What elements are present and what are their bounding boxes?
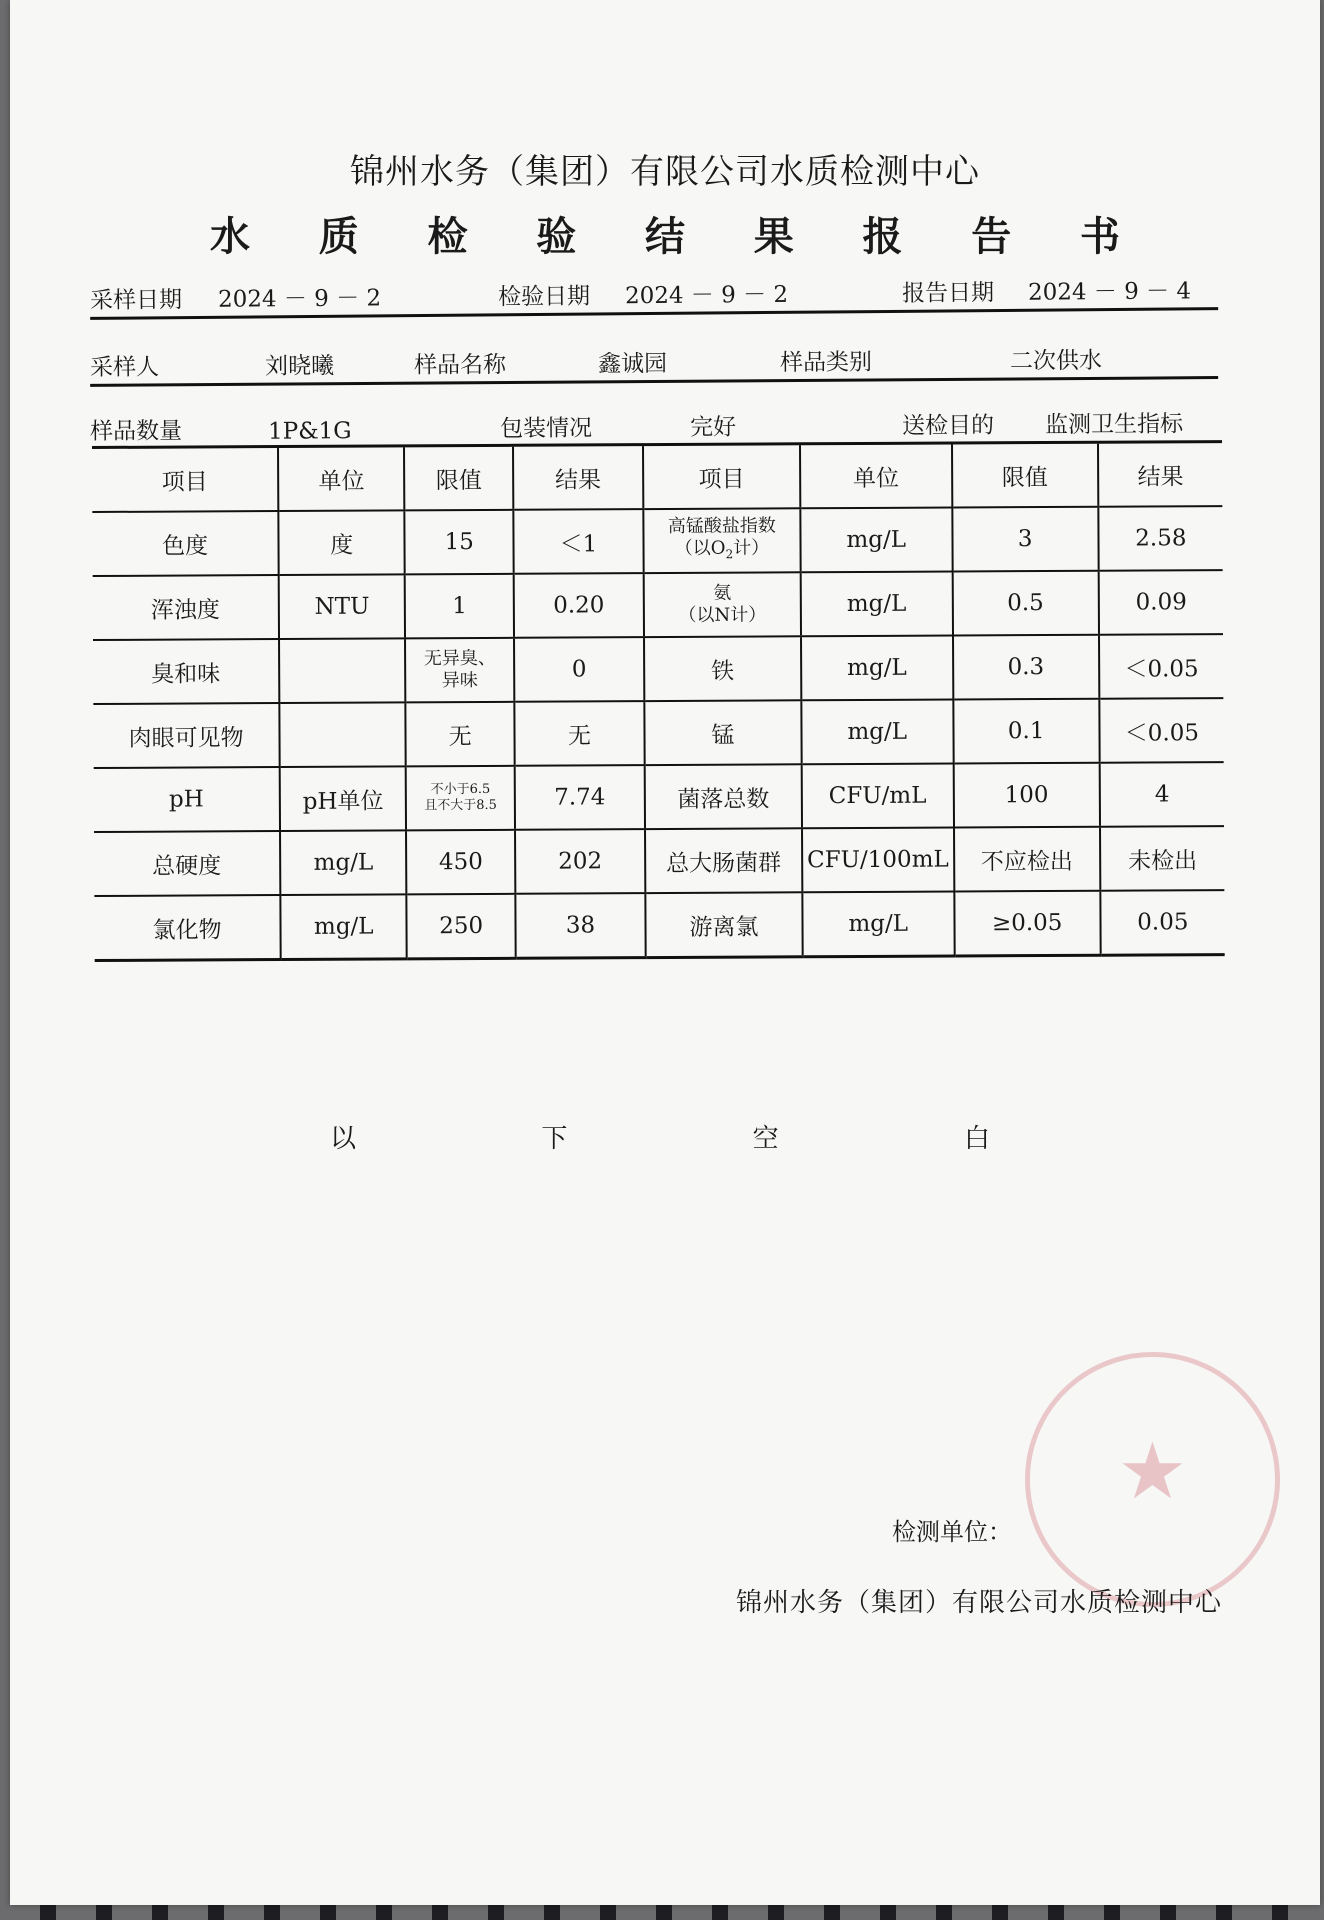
- table-row: [94, 890, 1224, 960]
- item-cell: [644, 572, 801, 637]
- sampler-value: 刘晓曦: [264, 353, 335, 380]
- column-header: 结果: [513, 445, 643, 510]
- report-title-char: 告: [971, 213, 1012, 260]
- table-row: [93, 570, 1223, 640]
- unit-cell: mg/L: [802, 891, 954, 956]
- result-cell: 0.05: [1100, 890, 1225, 955]
- result-cell: ＜0.05: [1099, 698, 1224, 763]
- unit-cell: CFU/mL: [802, 763, 954, 828]
- purpose-value: 监测卫生指标: [1044, 411, 1184, 439]
- column-header: 结果: [1098, 442, 1223, 507]
- report-sheet: [10, 0, 1320, 1905]
- limit-cell: 0.5: [952, 571, 1098, 636]
- purpose-label: 送检目的: [901, 412, 995, 440]
- result-cell: 7.74: [515, 765, 645, 830]
- report-date-value: 2024 － 9 － 4: [1027, 278, 1192, 306]
- table-row: [94, 826, 1224, 896]
- item-cell: pH: [94, 767, 280, 832]
- testing-unit-label: 检测单位：: [892, 1518, 1012, 1546]
- item-note: （以$O_2$计）: [674, 537, 770, 562]
- dates-row: [90, 267, 1218, 320]
- unit-cell: [279, 702, 406, 767]
- limit-cell: 250: [407, 894, 516, 959]
- column-header: 项目: [92, 447, 278, 512]
- item-cell: 菌落总数: [645, 764, 802, 829]
- limit-cell: 不小于6.5 且不大于8.5: [406, 766, 515, 831]
- packaging-value: 完好: [689, 414, 737, 441]
- test-date-label: 检验日期: [497, 283, 591, 311]
- limit-cell: 450: [406, 830, 515, 895]
- limit-cell: 不应检出: [954, 827, 1100, 892]
- sample-qty-value: 1P&1G: [267, 418, 352, 445]
- limit-cell: 3: [952, 507, 1098, 572]
- report-title-char: 验: [536, 213, 577, 260]
- report-title-char: 质: [318, 213, 359, 260]
- limit-cell: 100: [953, 763, 1099, 828]
- sample-name-value: 鑫诚园: [597, 350, 668, 378]
- sample-type-label: 样品类别: [779, 349, 873, 377]
- unit-cell: mg/L: [280, 830, 407, 895]
- testing-unit-name: 锦州水务（集团）有限公司水质检测中心: [736, 1588, 1223, 1618]
- unit-cell: mg/L: [280, 894, 407, 959]
- item-cell: 浑浊度: [93, 575, 279, 640]
- item-cell: 臭和味: [93, 639, 279, 704]
- item-name: 高锰酸盐指数: [667, 515, 776, 538]
- unit-cell: mg/L: [801, 699, 953, 764]
- sampling-date-label: 采样日期: [89, 287, 183, 314]
- sampling-date-value: 2024 － 9 － 2: [217, 285, 382, 313]
- table-row: [93, 698, 1223, 768]
- result-cell: ＜0.05: [1099, 634, 1224, 699]
- unit-cell: 度: [278, 510, 405, 575]
- item-cell: 色度: [92, 511, 278, 576]
- result-cell: 无: [514, 701, 644, 766]
- result-cell: 0.09: [1098, 570, 1223, 635]
- unit-cell: mg/L: [801, 635, 953, 700]
- report-title-char: 果: [753, 213, 794, 260]
- report-date-label: 报告日期: [901, 280, 995, 307]
- sampler-label: 采样人: [89, 354, 160, 381]
- unit-cell: pH单位: [280, 766, 407, 831]
- result-cell: 0: [514, 637, 644, 702]
- limit-cell: ≥0.05: [954, 891, 1100, 956]
- limit-cell: 0.1: [953, 699, 1099, 764]
- test-date-value: 2024 － 9 － 2: [624, 281, 789, 310]
- packaging-label: 包装情况: [499, 415, 593, 443]
- table-row: [94, 762, 1224, 832]
- report-title-char: 结: [645, 213, 685, 260]
- column-header: 限值: [952, 442, 1098, 507]
- result-cell: 2.58: [1098, 506, 1223, 571]
- item-cell: 总硬度: [94, 831, 280, 896]
- report-title-char: 报: [862, 213, 903, 260]
- limit-cell: 0.3: [953, 635, 1099, 700]
- unit-cell: [279, 638, 406, 703]
- item-cell: 锰: [644, 700, 801, 765]
- unit-cell: NTU: [279, 574, 406, 639]
- item-cell: 氯化物: [94, 895, 280, 960]
- table-row: [92, 506, 1222, 576]
- report-title-char: 水: [210, 213, 250, 260]
- unit-cell: CFU/100mL: [802, 827, 954, 892]
- official-seal: [1025, 1352, 1280, 1607]
- result-cell: 未检出: [1100, 826, 1225, 891]
- item-cell: [643, 508, 800, 573]
- item-cell: 游离氯: [645, 892, 802, 957]
- report-title: [210, 205, 1120, 262]
- item-name: 氨: [713, 582, 732, 604]
- organization-title: 锦州水务（集团）有限公司水质检测中心: [350, 152, 980, 192]
- sampler-row: [90, 336, 1218, 387]
- table-header-row: [92, 442, 1222, 512]
- table-row: [93, 634, 1223, 704]
- item-note: （以N计）: [678, 604, 767, 626]
- blank-below-notice: 以 下 空 白: [330, 1124, 990, 1154]
- report-title-char: 书: [1080, 213, 1120, 260]
- report-title-char: 检: [427, 213, 468, 260]
- sample-type-value: 二次供水: [1009, 347, 1103, 375]
- column-header: 限值: [404, 445, 513, 510]
- column-header: 项目: [643, 444, 800, 509]
- column-header: 单位: [278, 446, 405, 511]
- item-cell: 总大肠菌群: [645, 828, 802, 893]
- unit-cell: mg/L: [801, 571, 953, 636]
- limit-cell: 无异臭、 异味: [405, 638, 514, 703]
- seal-star-icon: ★: [1117, 1427, 1188, 1517]
- limit-cell: 15: [405, 510, 514, 575]
- item-cell: 肉眼可见物: [93, 703, 279, 768]
- column-header: 单位: [800, 443, 952, 508]
- result-cell: 4: [1099, 762, 1224, 827]
- result-cell: 38: [515, 893, 645, 958]
- result-cell: 0.20: [514, 573, 644, 638]
- sample-name-label: 样品名称: [413, 352, 507, 379]
- sample-qty-label: 样品数量: [89, 418, 183, 445]
- results-table: [92, 440, 1225, 962]
- result-cell: 202: [515, 829, 645, 894]
- item-cell: 铁: [644, 636, 801, 701]
- limit-cell: 无: [406, 702, 515, 767]
- limit-cell: 1: [405, 574, 514, 639]
- result-cell: ＜1: [513, 509, 643, 574]
- unit-cell: mg/L: [800, 507, 952, 572]
